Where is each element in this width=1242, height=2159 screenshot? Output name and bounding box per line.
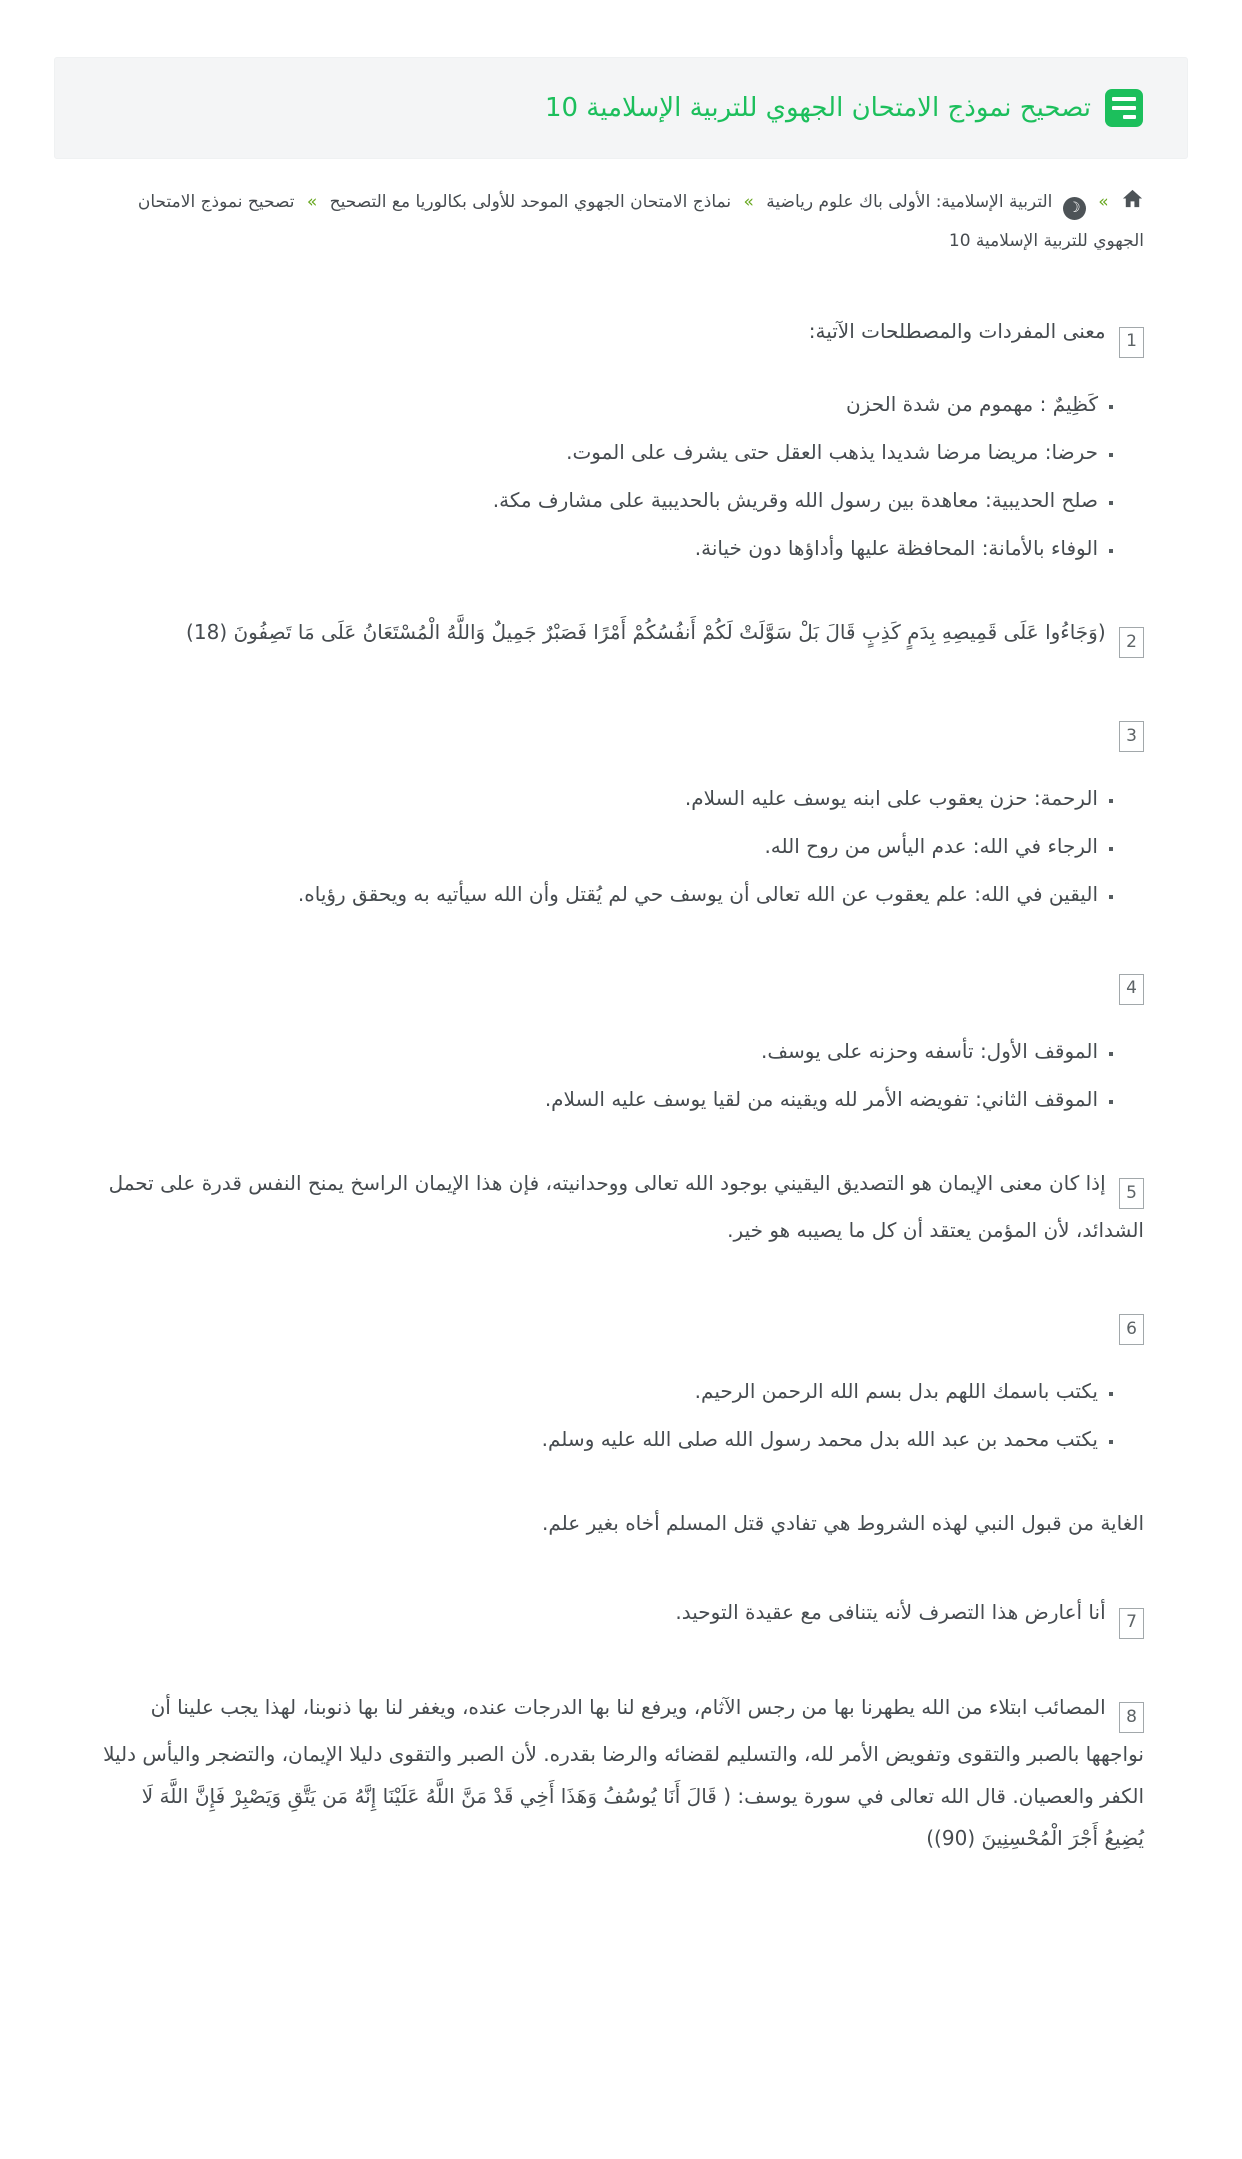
page-title-text: تصحيح نموذج الامتحان الجهوي للتربية الإسلامية 10 [544,93,1091,123]
section-2 [98,611,1144,658]
section-1 [98,310,1144,563]
page-title [99,89,1143,127]
section-number-box: 5 [1119,1178,1144,1209]
section-heading-row [98,957,1144,1004]
breadcrumb-separator: » [1098,192,1109,212]
page-container [54,57,1188,2159]
section-7 [98,1591,1144,1638]
breadcrumb [54,159,1188,261]
section-number-box: 7 [1119,1608,1144,1639]
section-paragraph [98,1162,1144,1251]
content [54,261,1188,2159]
breadcrumb-item-exams-list[interactable]: نماذج الامتحان الجهوي الموحد للأولى بكالوريا مع التصحيح [329,192,732,212]
section-text: أنا أعارض هذا التصرف لأنه يتنافى مع عقيدة التوحيد. [675,1600,1106,1625]
section-heading: معنى المفردات والمصطلحات الآتية: [808,319,1106,344]
bullet-list [98,1376,1144,1455]
breadcrumb-separator: » [743,192,754,212]
list-item: ▪ الرجاء في الله: عدم اليأس من روح الله. [98,831,1098,862]
list-item: ▪ اليقين في الله: علم يعقوب عن الله تعالى أن يوسف حي لم يُقتل وأن الله سيأتيه به ويحقق رؤياه. [98,879,1098,910]
section-number-box: 8 [1119,1702,1144,1733]
list-item: ▪ صلح الحديبية: معاهدة بين رسول الله وقريش بالحديبية على مشارف مكة. [98,485,1098,516]
section-paragraph [98,1591,1144,1638]
section-text: إذا كان معنى الإيمان هو التصديق اليقيني بوجود الله تعالى ووحدانيته، فإن هذا الإيمان الراسخ يمنح النفس قدرة على تحمل الشدائد، لأن المؤمن يعتقد أن كل ما يصيبه هو خير. [108,1170,1144,1242]
section-number-box: 2 [1119,627,1144,658]
bullet-list [98,1036,1144,1115]
home-icon[interactable] [1116,192,1144,212]
bullet-list [98,389,1144,564]
breadcrumb-item-subject[interactable]: التربية الإسلامية: الأولى باك علوم رياضية [766,192,1053,212]
list-item: ▪ الرحمة: حزن يعقوب على ابنه يوسف عليه السلام. [98,783,1098,814]
section-heading-row [98,1298,1144,1345]
section-text: المصائب ابتلاء من الله يطهرنا بها من رجس الآثام، ويرفع لنا بها الدرجات عنده، ويغفر لنا بها ذنوبنا، لهذا يجب علينا أن نواجهها بالصبر والتقوى وتفويض الأمر لله، والتسليم لقضائه والرضا بقدره. لأن الصبر والتقوى دليلا الإيمان، والتضجر واليأس دليلا الكفر والعصيان. قال الله تعالى في سورة يوسف: ( قَالَ أَنَا يُوسُفُ وَهَذَا أَخِي قَدْ مَنَّ اللَّهُ عَلَيْنَا إِنَّهُ مَن يَتَّقِ وَيَصْبِرْ فَإِنَّ اللَّهَ لَا يُضِيعُ أَجْرَ الْمُحْسِنِينَ (90)) [103,1694,1144,1850]
breadcrumb-item-current-page: تصحيح نموذج الامتحان الجهوي للتربية الإسلامية 10 [137,192,1144,252]
section-6 [98,1298,1144,1544]
page-header [54,57,1188,159]
list-item: ▪ الموقف الأول: تأسفه وحزنه على يوسف. [98,1036,1098,1067]
section-8 [98,1686,1144,1859]
section-paragraph [98,1686,1144,1859]
breadcrumb-separator: » [306,192,318,212]
section-note: الغاية من قبول النبي لهذه الشروط هي تفادي قتل المسلم أخاه بغير علم. [541,1511,1144,1536]
section-number-box: 1 [1119,327,1144,358]
section-3 [98,705,1144,910]
quran-verse-text: (وَجَاءُوا عَلَى قَمِيصِهِ بِدَمٍ كَذِبٍ قَالَ بَلْ سَوَّلَتْ لَكُمْ أَنفُسُكُمْ أَمْرًا فَصَبْرٌ جَمِيلٌ وَاللَّهُ الْمُسْتَعَانُ عَلَى مَا تَصِفُونَ (18) [186,619,1106,644]
bullet-list [98,783,1144,910]
list-item: ▪ يكتب باسمك اللهم بدل بسم الله الرحمن الرحيم. [98,1376,1098,1407]
section-number-box: 3 [1119,721,1144,752]
crescent-icon: ☽ [1063,197,1086,220]
section-number-box: 4 [1119,974,1144,1005]
section-heading-row [98,705,1144,752]
list-item: ▪ حرضا: مريضا مرضا شديدا يذهب العقل حتى يشرف على الموت. [98,437,1098,468]
section-number-box: 6 [1119,1314,1144,1345]
list-icon [1105,89,1143,127]
section-heading-row [98,310,1144,357]
section-5 [98,1162,1144,1251]
section-4 [98,957,1144,1114]
list-item: ▪ يكتب محمد بن عبد الله بدل محمد رسول الله صلى الله عليه وسلم. [98,1424,1098,1455]
list-item: ▪ الموقف الثاني: تفويضه الأمر لله ويقينه من لقيا يوسف عليه السلام. [98,1084,1098,1115]
list-item: ▪ كَظِيمٌ : مهموم من شدة الحزن [98,389,1098,420]
section-heading-row [98,611,1144,658]
list-item: ▪ الوفاء بالأمانة: المحافظة عليها وأداؤها دون خيانة. [98,533,1098,564]
